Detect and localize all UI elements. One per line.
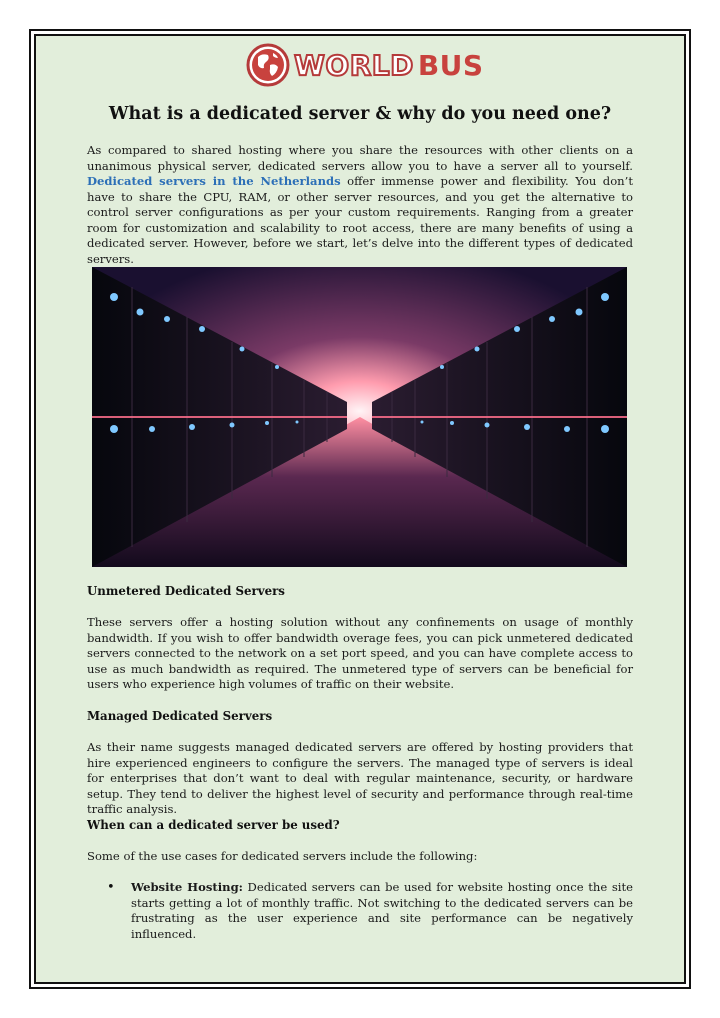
intro-paragraph: [87, 143, 633, 267]
bullet-body: Dedicated servers can be used for website hosting once the site starts getting a lot of monthly traffic. Not switching to the dedicated servers can be frustrating as the user experience and site performance can be negatively influenced.: [131, 880, 633, 941]
intro-text-end: offer immense power and flexibility. You don’t have to share the CPU, RAM, or other server resources, and you get the alternative to control server configurations as per your custom requirements. Ranging from a greater room for customization and scalability to root access, there are many benefits of using a dedicated server. However, before we start, let’s delve into the different types of dedicated servers.: [87, 174, 633, 266]
bullet-label: Website Hosting:: [131, 880, 243, 894]
when-paragraph: Some of the use cases for dedicated servers include the following:: [87, 849, 478, 863]
intro-text-start: As compared to shared hosting where you share the resources with other clients on a unanimous physical server, dedicated servers allow you to have a server all to yourself.: [87, 143, 633, 173]
when-heading: When can a dedicated server be used?: [87, 818, 340, 832]
logo-text-bus: BUS: [417, 48, 484, 82]
page-title: What is a dedicated server & why do you need one?: [108, 104, 612, 124]
logo-text-world: WORLD: [294, 48, 414, 82]
globe-icon: [246, 43, 290, 87]
netherlands-servers-link[interactable]: Dedicated servers in the Netherlands: [87, 174, 341, 188]
unmetered-heading: Unmetered Dedicated Servers: [87, 584, 285, 598]
managed-heading: Managed Dedicated Servers: [87, 709, 273, 723]
bullet-icon: •: [107, 880, 115, 895]
bullet-text: [131, 880, 633, 942]
datacenter-hero-image: [92, 267, 627, 567]
datacenter-illustration: [92, 267, 627, 567]
unmetered-paragraph: These servers offer a hosting solution without any confinements on usage of monthly bandwidth. If you wish to offer bandwidth overage fees, you can pick unmetered dedicated servers connected to the network on a set port speed, and you can have complete access to use as much bandwidth as required. The unmetered type of servers can be beneficial for users who experience high volumes of traffic on their website.: [87, 615, 633, 691]
managed-paragraph: As their name suggests managed dedicated servers are offered by hosting providers that hire experienced engineers to configure the servers. The managed type of servers is ideal for enterprises that don’t want to deal with regular maintenance, security, or hardware setup. They tend to deliver the highest level of security and performance through real-time traffic analysis.: [87, 740, 633, 816]
worldbus-logo[interactable]: [246, 42, 484, 88]
